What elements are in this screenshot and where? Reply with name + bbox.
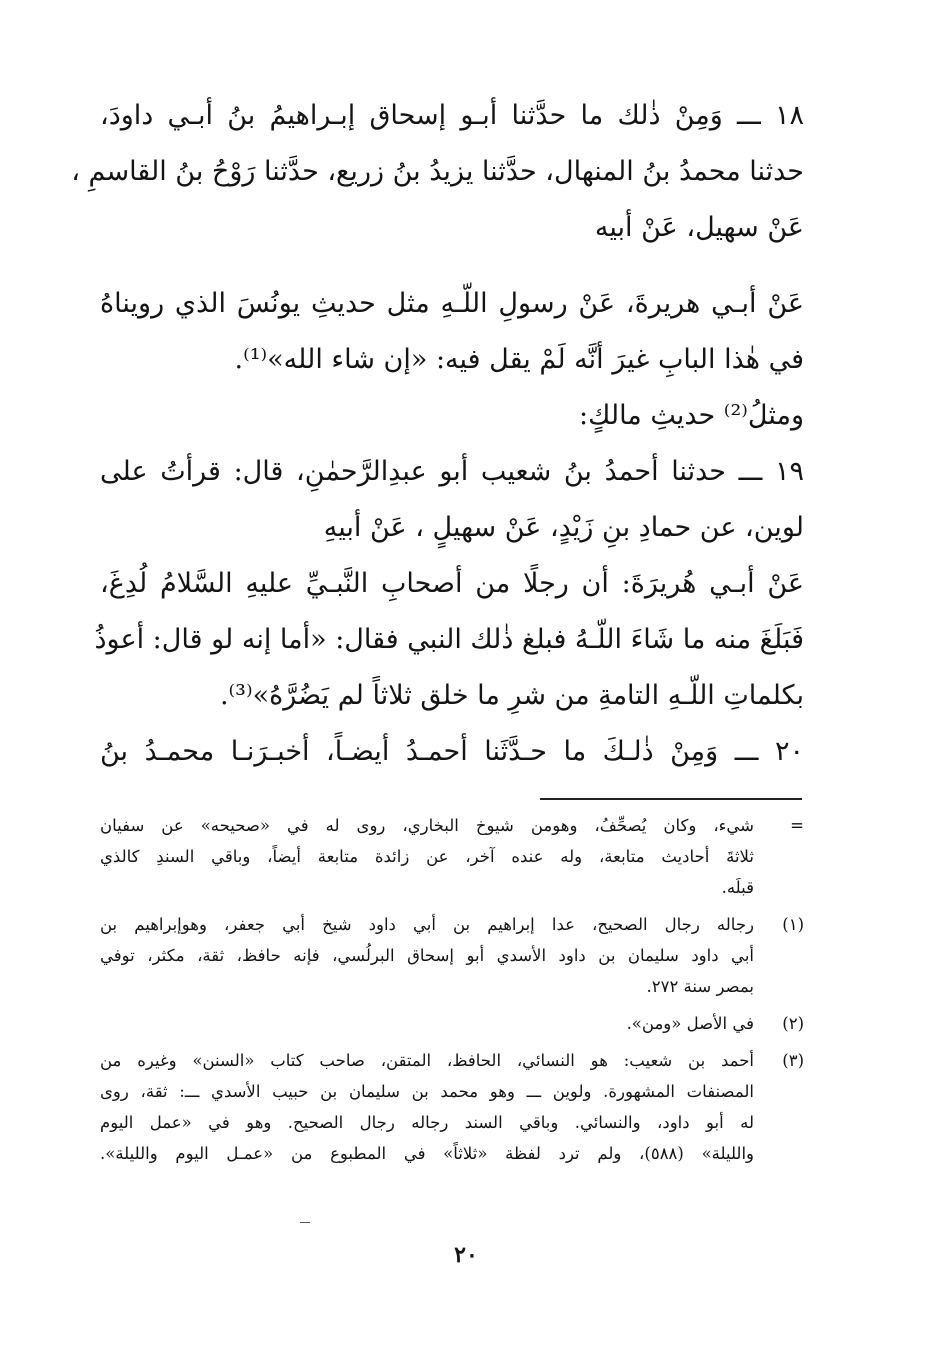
hadith-18-isnad [71, 88, 804, 256]
text-line: حدثنا محمدُ بنُ المنهال، حدَّثنا يزيدُ بنُ زريع، حدَّثنا رَوْحُ بنُ القاسمِ ، [71, 156, 804, 187]
main-text [71, 88, 804, 780]
footnote-line: أبي داود سليمان بن داود الأسدي أبو إسحاق البرلُسي، فإنه حافظ، ثقة، مكثر، توفي [100, 946, 754, 965]
footnote-line: رجاله رجال الصحيح، عدا إبراهيم بن أبي داود شيخ أبي جعفر، وهوإبراهيم بن [100, 915, 754, 934]
footnote-line: أحمد بن شعيب: هو النسائي، الحافظ، المتقن، صاحب كتاب «السنن» وغيره من [100, 1051, 754, 1070]
footnote-2 [100, 1008, 804, 1039]
page-number: ٢٠ [454, 1242, 478, 1268]
footnote-line: قبلَه. [721, 878, 754, 897]
hadith-18-matn [100, 276, 804, 388]
footnote-number: (١) [782, 915, 804, 934]
text-line: عَنْ أبـي هُريرَةَ: أن رجلًا من أصحابِ النَّبـيِّ عليهِ السَّلامُ لُدِغَ، [100, 568, 804, 599]
text-line: عَنْ أبـي هريرةَ، عَنْ رسولِ اللّـهِ مثل حديثِ يونُسَ الذي رويناهُ [100, 288, 804, 319]
footnote-3 [100, 1045, 804, 1169]
decorative-tick [300, 1222, 310, 1223]
footnote-line: المصنفات المشهورة. ولوين ـــ وهو محمد بن سليمان بن حبيب الأسدي ـــ: ثقة، روى [100, 1082, 754, 1101]
text-line: فَبَلَغَ منه ما شَاءَ اللّـهُ فبلغ ذٰلك النبي فقال: «أما إنه لو قال: أعوذُ [94, 624, 804, 655]
text-line: لوين، عن حمادِ بنِ زَيْدٍ، عَنْ سهيلٍ ، عَنْ أبيهِ [323, 512, 804, 543]
footnote-number: (٢) [782, 1014, 804, 1033]
text-line: في هٰذا البابِ غيرَ أنَّه لَمْ يقل فيه: «إن شاء الله»⁽¹⁾. [234, 344, 804, 375]
hadith-20-isnad [100, 724, 804, 780]
mithl-line [100, 388, 804, 444]
text-line: ٢٠ ـــ وَمِنْ ذٰلـكَ ما حـدَّثَنا أحمـدُ أيضـاً، أخبـرَنـا محمـدُ بنُ [100, 736, 804, 767]
footnote-1 [100, 909, 804, 1002]
footnote-line: ثلاثةَ أحاديث متابعة، وله عنده آخر، عن زائدة متابعة أيضاً، وباقي السندِ كالذي [100, 847, 754, 866]
text-line: ١٩ ـــ حدثنا أحمدُ بنُ شعيب أبو عبدِالرَّحمٰنِ، قال: قرأتُ على [100, 456, 804, 487]
text-line: ومثلُ⁽²⁾ حديثِ مالكٍ: [578, 400, 804, 431]
text-line: ١٨ ـــ وَمِنْ ذٰلك ما حدَّثنا أبـو إسحاق إبـراهيمُ بنُ أبـي داودَ، [100, 100, 804, 131]
footnote-continuation [100, 810, 804, 903]
hadith-19-matn [94, 556, 804, 724]
footnote-line: في الأصل «ومن». [626, 1014, 754, 1033]
footnote-line: له أبو داود، والنسائي. وباقي السند رجاله رجال الصحيح. وهو في «عمل اليوم [100, 1113, 754, 1132]
continuation-mark: = [790, 816, 804, 835]
hadith-19-isnad [100, 444, 804, 556]
text-line: بكلماتِ اللّـهِ التامةِ من شرِ ما خلق ثلاثاً لم يَضُرَّهُ»⁽³⁾. [219, 680, 804, 711]
footnote-line: والليلة» (٥٨٨)، ولم ترد لفظة «ثلاثاً» في المطبوع من «عمـل اليوم والليلة». [100, 1144, 754, 1163]
footnote-line: شيء، وكان يُصحِّفُ، وهومن شيوخ البخاري، روى له في «صحيحه» عن سفيان [100, 816, 754, 835]
footnote-number: (٣) [782, 1051, 804, 1070]
footnote-line: بمصر سنة ٢٧٢. [646, 977, 754, 996]
footnote-separator [540, 798, 802, 800]
footnotes [100, 810, 804, 1175]
text-line: عَنْ سهيل، عَنْ أبيه [594, 212, 804, 243]
